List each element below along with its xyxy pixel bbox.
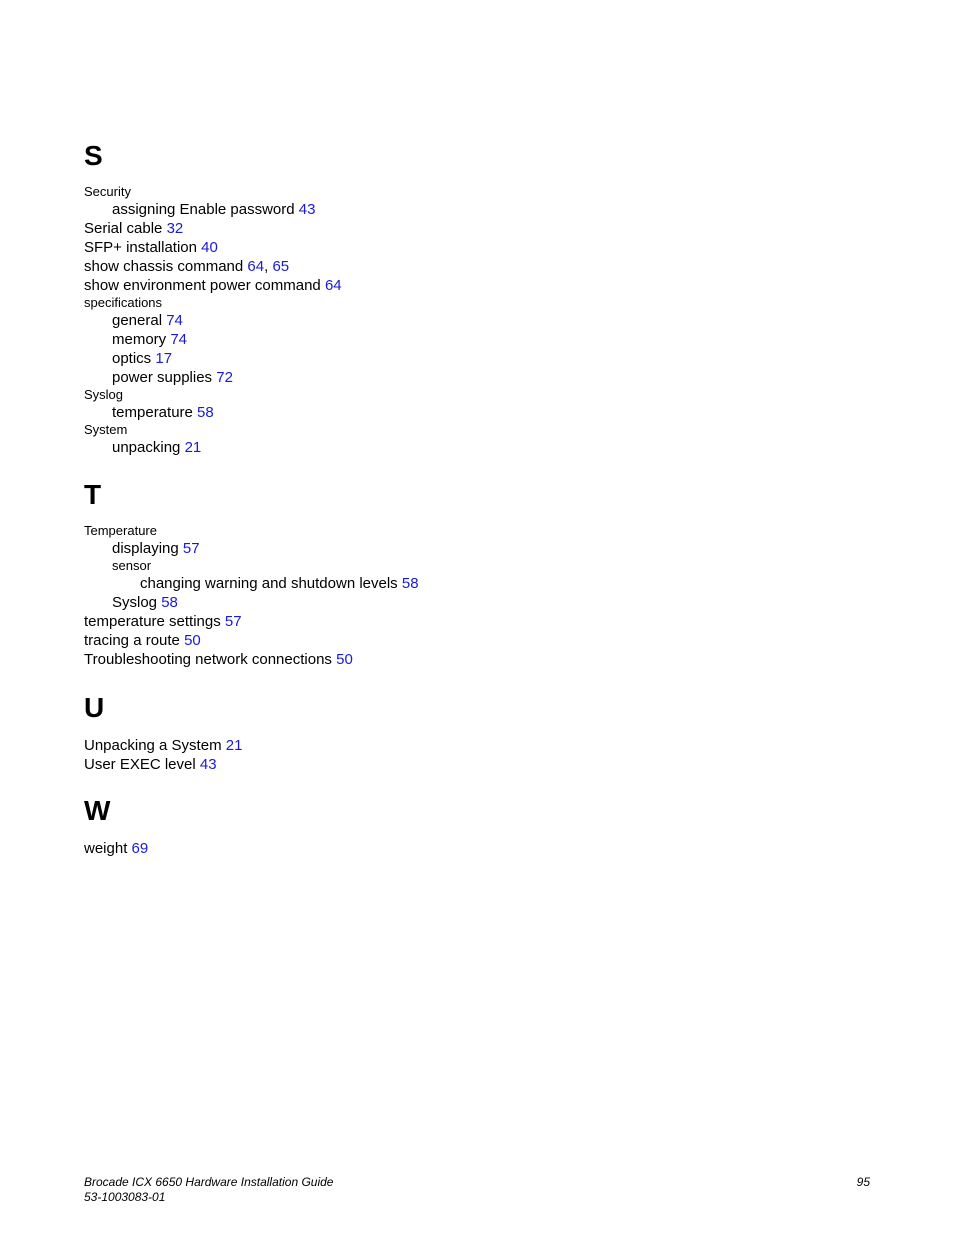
index-subentry [84,330,342,349]
index-entry [84,276,342,295]
footer-page-number: 95 [856,1175,870,1189]
index-term: tracing a route [84,632,180,649]
index-subentry [84,539,419,558]
index-entry [84,238,342,257]
index-term: assigning Enable password [112,201,295,218]
page-reference-link[interactable]: 43 [199,756,217,773]
page-reference-link[interactable]: 74 [170,331,188,348]
page-reference-link[interactable]: 32 [166,220,184,237]
index-section-t [84,479,419,669]
index-term: Temperature [84,523,157,538]
page-reference-link[interactable]: 64 [324,277,342,294]
index-term: changing warning and shutdown levels [140,575,398,592]
index-subentry [84,349,342,368]
index-section-w [84,795,148,858]
index-term: Troubleshooting network connections [84,651,332,668]
page-reference-link[interactable]: 43 [298,201,316,218]
section-letter-heading: T [84,479,102,510]
index-entry [84,387,342,403]
index-subentry [84,438,342,457]
index-subentry [84,574,419,593]
index-entry [84,612,419,631]
page-reference-link[interactable]: 21 [184,439,202,456]
page-footer [84,1175,870,1205]
section-letter-heading: W [84,795,111,826]
index-subentry [84,311,342,330]
index-term: Serial cable [84,220,163,237]
index-term: Syslog [84,387,124,402]
footer-doc-number: 53-1003083-01 [84,1190,166,1204]
index-term: displaying [112,540,179,557]
index-term: show chassis command [84,258,244,275]
index-entry: show chassis command 64, 65 [84,258,290,275]
index-entry [84,631,419,650]
index-section-s [84,140,342,457]
footer-doc-title: Brocade ICX 6650 Hardware Installation Guide [84,1175,334,1189]
index-term: Security [84,184,131,199]
page-reference-link[interactable]: 65 [272,258,290,275]
index-term: show environment power command [84,277,321,294]
index-term: weight [84,840,128,857]
page-reference-link[interactable]: 50 [184,632,201,649]
page-reference-link[interactable]: 40 [201,239,218,256]
page-reference-link[interactable]: 74 [166,312,183,329]
index-term: memory [112,331,167,348]
page-reference-link[interactable]: 57 [182,540,200,557]
page-reference-link[interactable]: 58 [161,594,178,611]
index-term: Syslog [112,594,158,611]
index-entry [84,650,419,669]
index-entry [84,839,148,858]
index-term: SFP+ installation [84,239,197,256]
page-reference-link[interactable]: 72 [216,369,233,386]
index-term: general [112,312,163,329]
page-reference-link[interactable]: 21 [225,737,243,754]
index-entry [84,422,342,438]
index-term: unpacking [112,439,181,456]
section-letter-heading: U [84,692,105,723]
index-term: temperature settings [84,613,221,630]
section-letter-heading: S [84,140,103,171]
index-term: specifications [84,295,163,310]
index-term: power supplies [112,369,213,386]
index-entry [84,184,342,200]
index-term: temperature [112,404,193,421]
page-reference-link[interactable]: 58 [197,404,214,421]
page-reference-link[interactable]: 58 [401,575,419,592]
index-term: System [84,422,128,437]
page-reference-link[interactable]: 69 [131,840,149,857]
index-entry [84,219,342,238]
index-entry [84,523,419,539]
index-subentry [84,200,342,219]
index-entry [84,736,242,755]
index-subentry [84,593,419,612]
index-subentry [84,368,342,387]
index-term: sensor [112,558,152,573]
index-term: User EXEC level [84,756,196,773]
index-term: optics [112,350,152,367]
page-reference-link[interactable]: 17 [155,350,173,367]
index-subentry [84,558,419,574]
page-reference-link[interactable]: 50 [336,651,353,668]
index-subentry [84,403,342,422]
index-term: Unpacking a System [84,737,222,754]
index-entry [84,755,242,774]
index-section-u [84,692,242,774]
page-reference-link[interactable]: 64 [247,258,265,275]
index-entry [84,295,342,311]
page-reference-link[interactable]: 57 [224,613,242,630]
